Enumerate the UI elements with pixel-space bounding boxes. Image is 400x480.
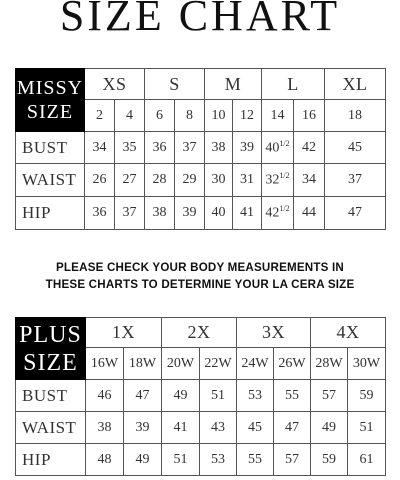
measurement-cell: 41 xyxy=(162,412,200,444)
plus-row-waist xyxy=(16,412,386,444)
measurement-cell: 41 xyxy=(233,197,262,230)
measurement-cell: 39 xyxy=(175,197,205,230)
missy-size-number: 10 xyxy=(205,100,233,132)
missy-size-number: 16 xyxy=(294,100,325,132)
measurement-cell: 29 xyxy=(175,164,205,197)
plus-size-number: 28W xyxy=(311,348,348,380)
measurement-cell: 30 xyxy=(205,164,233,197)
missy-size-number: 6 xyxy=(145,100,175,132)
half-fraction: 1/2 xyxy=(279,171,290,181)
measurement-cell: 42 xyxy=(294,132,325,164)
measurement-cell: 34 xyxy=(294,164,325,197)
note-line2: THESE CHARTS TO DETERMINE YOUR LA CERA SIZE xyxy=(45,278,355,291)
missy-size-number: 8 xyxy=(175,100,205,132)
missy-row-hip xyxy=(16,197,386,230)
measurement-cell: 46 xyxy=(86,380,124,412)
plus-corner-line2: SIZE xyxy=(23,349,78,376)
measurement-cell: 40 xyxy=(205,197,233,230)
measurement-cell: 47 xyxy=(325,197,386,230)
missy-row-bust xyxy=(16,132,386,164)
missy-size-corner xyxy=(16,69,85,132)
missy-corner-line2: SIZE xyxy=(26,101,74,123)
measurement-cell: $32^{1/2}$ xyxy=(262,164,294,197)
half-fraction: 1/2 xyxy=(279,138,290,148)
measurement-cell: 26 xyxy=(85,164,115,197)
plus-size-table xyxy=(15,317,386,476)
measurement-cell: 39 xyxy=(124,412,162,444)
missy-size-number: 4 xyxy=(115,100,145,132)
measurement-cell: 53 xyxy=(200,444,237,476)
missy-size-number: 12 xyxy=(233,100,262,132)
plus-size-2x-header: 2X xyxy=(162,318,237,348)
measurement-cell: 49 xyxy=(124,444,162,476)
plus-size-1x-header: 1X xyxy=(86,318,162,348)
measurement-cell: 53 xyxy=(237,380,274,412)
plus-corner-line1: PLUS xyxy=(19,321,82,348)
measurement-cell: 36 xyxy=(145,132,175,164)
measurement-cell: 45 xyxy=(325,132,386,164)
plus-size-corner xyxy=(16,318,86,380)
measurement-cell: 47 xyxy=(124,380,162,412)
measurement-note xyxy=(0,259,400,293)
measurement-cell: 38 xyxy=(205,132,233,164)
missy-corner-line1: MISSY xyxy=(16,77,84,99)
measurement-cell: 37 xyxy=(325,164,386,197)
measurement-cell: 57 xyxy=(311,380,348,412)
measurement-cell: 28 xyxy=(145,164,175,197)
plus-size-number: 16W xyxy=(86,348,124,380)
plus-row-bust xyxy=(16,380,386,412)
measurement-cell: 38 xyxy=(86,412,124,444)
missy-size-s-header: S xyxy=(145,69,205,100)
plus-size-number: 30W xyxy=(348,348,386,380)
measurement-cell: 59 xyxy=(348,380,386,412)
measurement-cell: 49 xyxy=(311,412,348,444)
missy-row-waist xyxy=(16,164,386,197)
plus-size-number: 24W xyxy=(237,348,274,380)
plus-size-3x-header: 3X xyxy=(237,318,311,348)
measurement-cell: 35 xyxy=(115,132,145,164)
measurement-cell: 37 xyxy=(175,132,205,164)
measurement-cell: 51 xyxy=(162,444,200,476)
measurement-cell: 39 xyxy=(233,132,262,164)
measurement-cell: 55 xyxy=(237,444,274,476)
measurement-cell: 61 xyxy=(348,444,386,476)
note-line1: PLEASE CHECK YOUR BODY MEASUREMENTS IN xyxy=(55,261,345,274)
row-label: HIP xyxy=(16,197,85,230)
measurement-cell: 51 xyxy=(348,412,386,444)
plus-size-number: 18W xyxy=(124,348,162,380)
measurement-cell: 37 xyxy=(115,197,145,230)
plus-size-number: 22W xyxy=(200,348,237,380)
plus-size-4x-header: 4X xyxy=(311,318,386,348)
missy-size-number: 2 xyxy=(85,100,115,132)
measurement-cell: 43 xyxy=(200,412,237,444)
measurement-cell: 27 xyxy=(115,164,145,197)
missy-size-l-header: L xyxy=(262,69,325,100)
row-label: WAIST xyxy=(16,412,86,444)
missy-size-xl-header: XL xyxy=(325,69,386,100)
plus-size-number: 20W xyxy=(162,348,200,380)
row-label: HIP xyxy=(16,444,86,476)
missy-size-number: 14 xyxy=(262,100,294,132)
measurement-cell: 51 xyxy=(200,380,237,412)
plus-size-number: 26W xyxy=(274,348,311,380)
measurement-cell: 38 xyxy=(145,197,175,230)
measurement-cell: $42^{1/2}$ xyxy=(262,197,294,230)
page-title: SIZE CHART xyxy=(59,0,341,40)
missy-size-number: 18 xyxy=(325,100,386,132)
measurement-cell: 59 xyxy=(311,444,348,476)
row-label: BUST xyxy=(16,132,85,164)
missy-size-xs-header: XS xyxy=(85,69,145,100)
row-label: BUST xyxy=(16,380,86,412)
missy-size-m-header: M xyxy=(205,69,262,100)
measurement-cell: 57 xyxy=(274,444,311,476)
measurement-cell: 34 xyxy=(85,132,115,164)
row-label: WAIST xyxy=(16,164,85,197)
measurement-cell: 48 xyxy=(86,444,124,476)
missy-size-table xyxy=(15,68,386,230)
measurement-cell: 47 xyxy=(274,412,311,444)
measurement-cell: 31 xyxy=(233,164,262,197)
measurement-cell: 49 xyxy=(162,380,200,412)
measurement-cell: 45 xyxy=(237,412,274,444)
measurement-cell: 44 xyxy=(294,197,325,230)
measurement-cell: 55 xyxy=(274,380,311,412)
half-fraction: 1/2 xyxy=(279,204,290,214)
measurement-cell: 36 xyxy=(85,197,115,230)
measurement-cell: $40^{1/2}$ xyxy=(262,132,294,164)
plus-row-hip xyxy=(16,444,386,476)
